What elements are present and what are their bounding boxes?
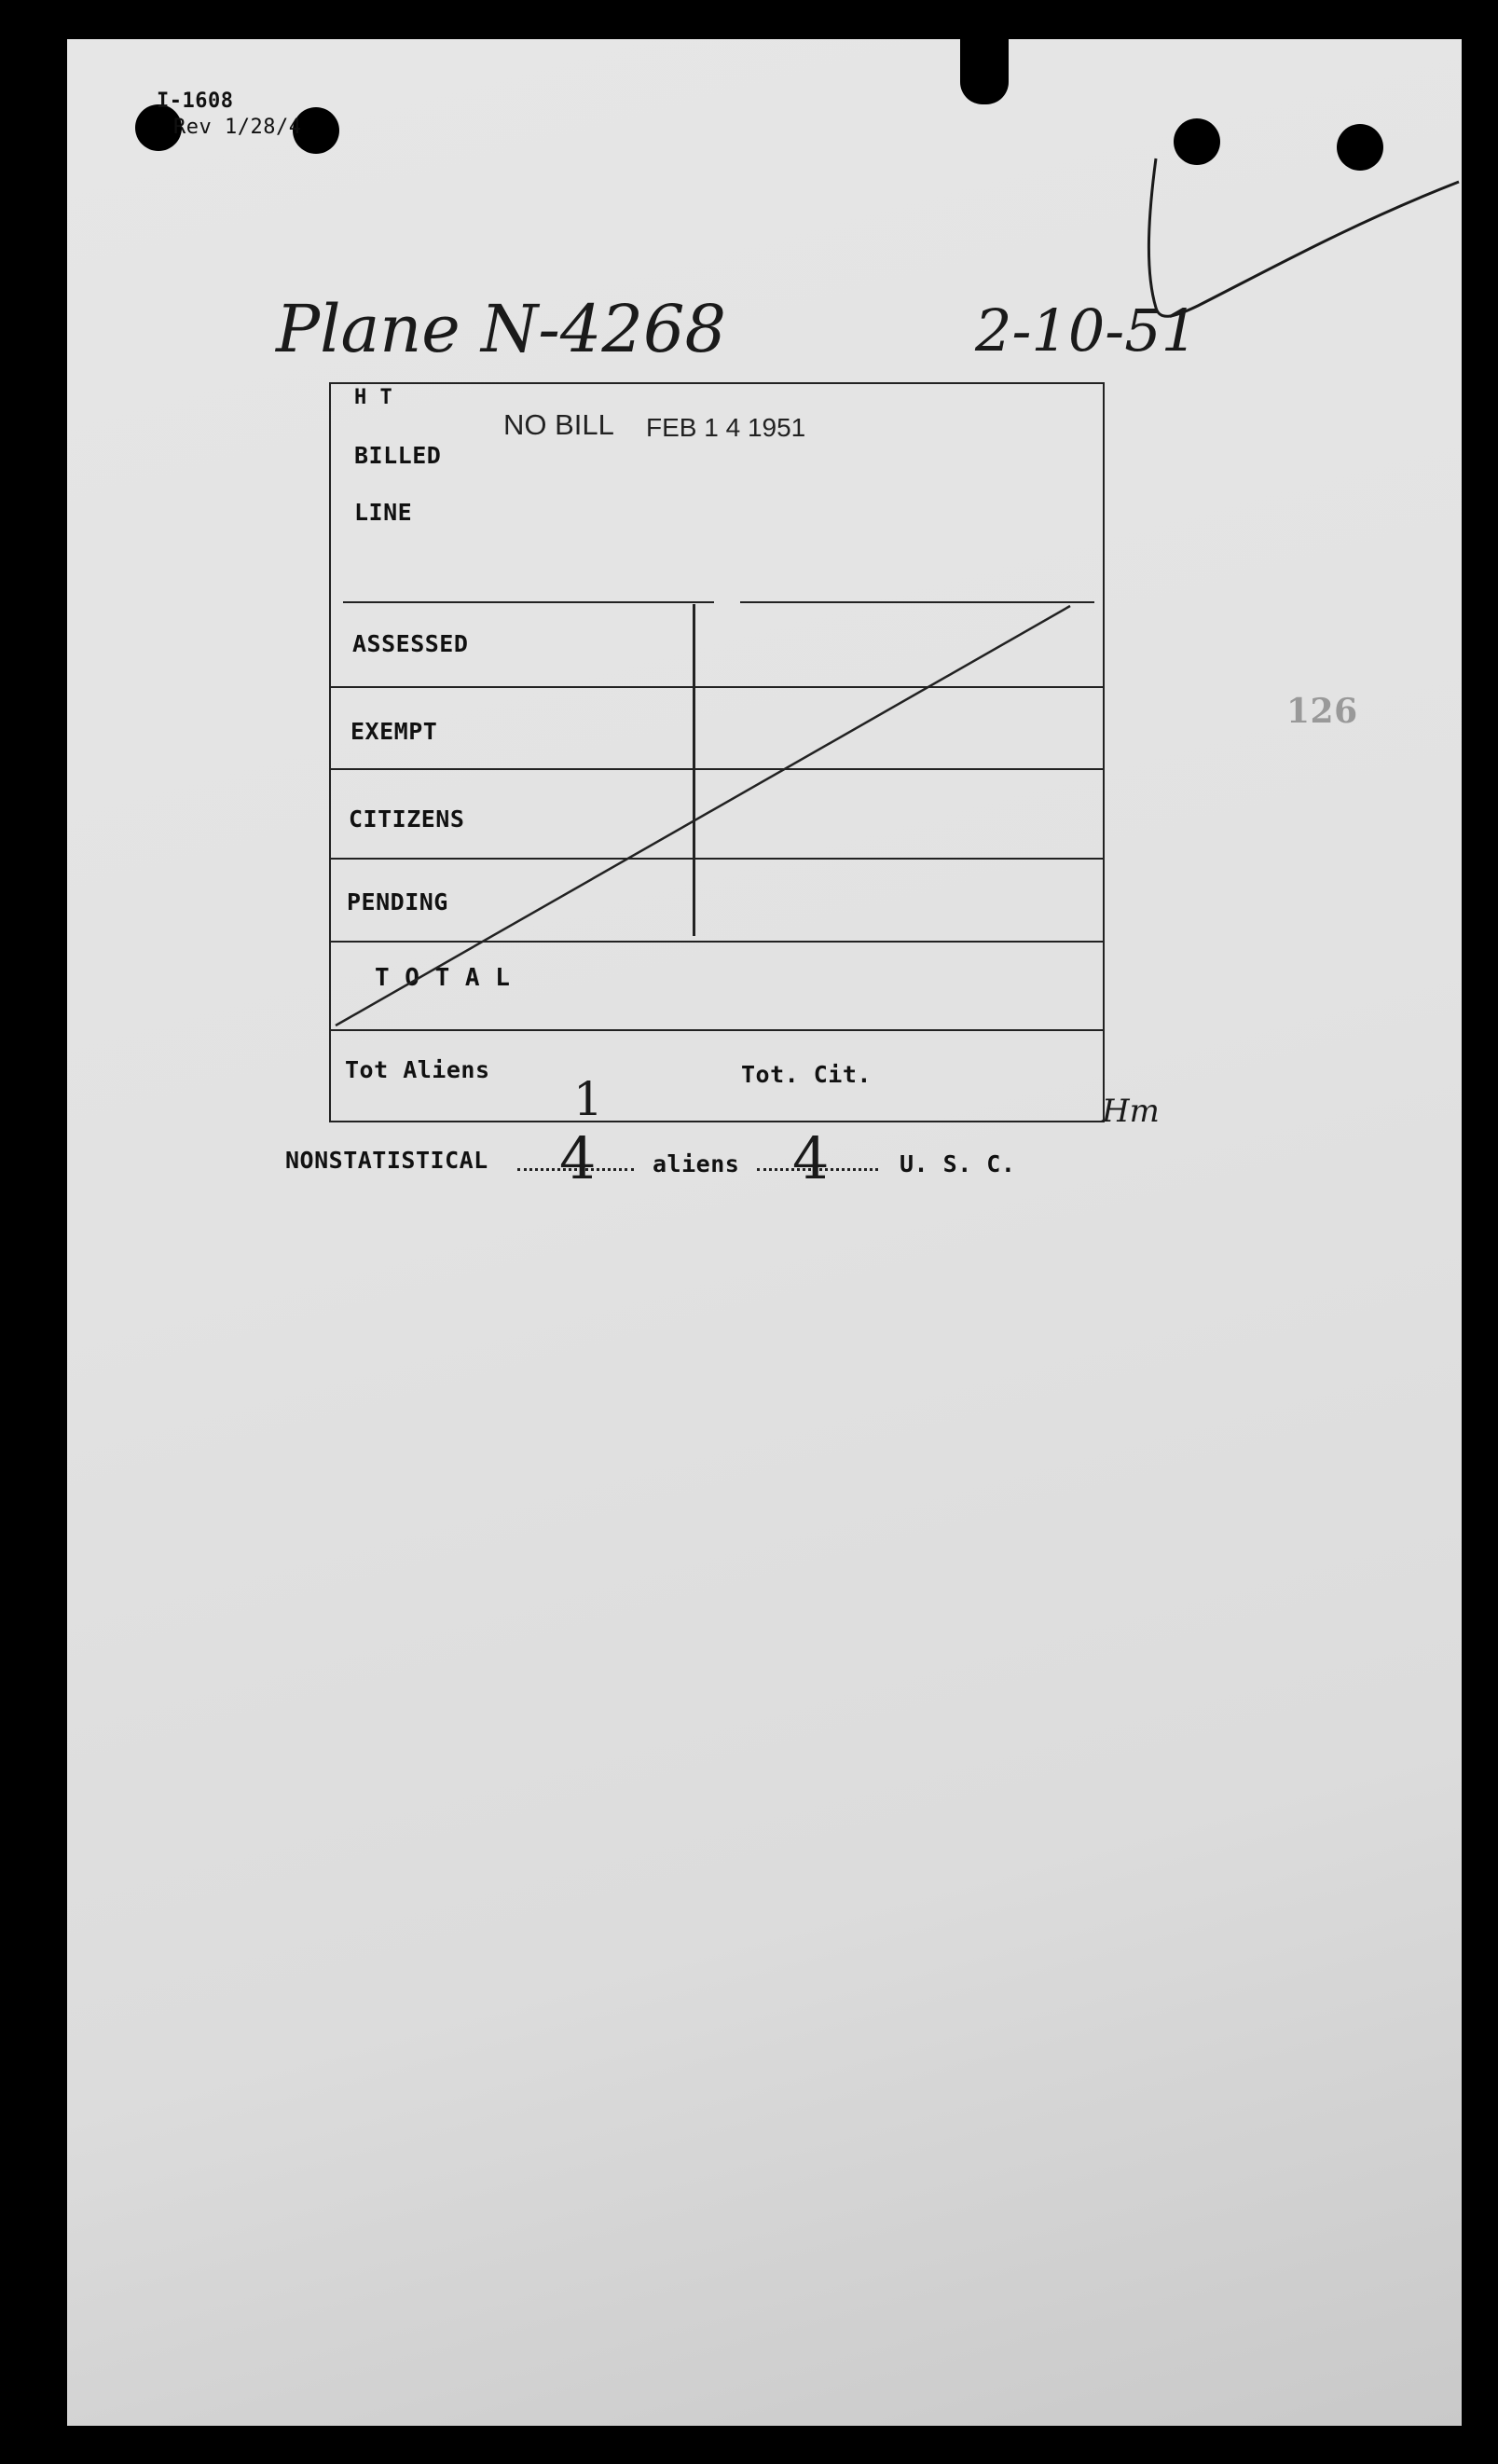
form-revision: Rev 1/28/4 xyxy=(173,116,302,139)
handwritten-plane-number: Plane N-4268 xyxy=(276,291,727,367)
row-assessed: ASSESSED xyxy=(352,630,469,657)
aliens-value: 4 xyxy=(559,1124,597,1192)
row-pending: PENDING xyxy=(347,888,448,915)
nonstatistical-label: NONSTATISTICAL xyxy=(285,1147,488,1174)
label-ht: H T xyxy=(354,386,393,409)
usc-label: U. S. C. xyxy=(900,1150,1016,1177)
handwritten-initials: Hm xyxy=(1102,1093,1160,1130)
label-billed: BILLED xyxy=(354,442,442,469)
handwritten-date: 2-10-51 xyxy=(975,296,1199,365)
row-total: T O T A L xyxy=(375,964,511,992)
label-tot-cit: Tot. Cit. xyxy=(741,1061,872,1088)
label-line: LINE xyxy=(354,499,413,526)
page-number: 126 xyxy=(1286,692,1358,731)
stamp-date: FEB 1 4 1951 xyxy=(646,413,806,442)
stamp-no-bill: NO BILL xyxy=(503,408,614,441)
row-citizens: CITIZENS xyxy=(349,805,465,833)
handwritten-tot-aliens-value: 1 xyxy=(573,1072,603,1126)
aliens-label: aliens xyxy=(653,1150,740,1177)
row-exempt: EXEMPT xyxy=(350,718,438,745)
label-tot-aliens: Tot Aliens xyxy=(345,1056,490,1083)
form-number: I-1608 xyxy=(157,89,234,113)
usc-value: 4 xyxy=(792,1124,830,1192)
